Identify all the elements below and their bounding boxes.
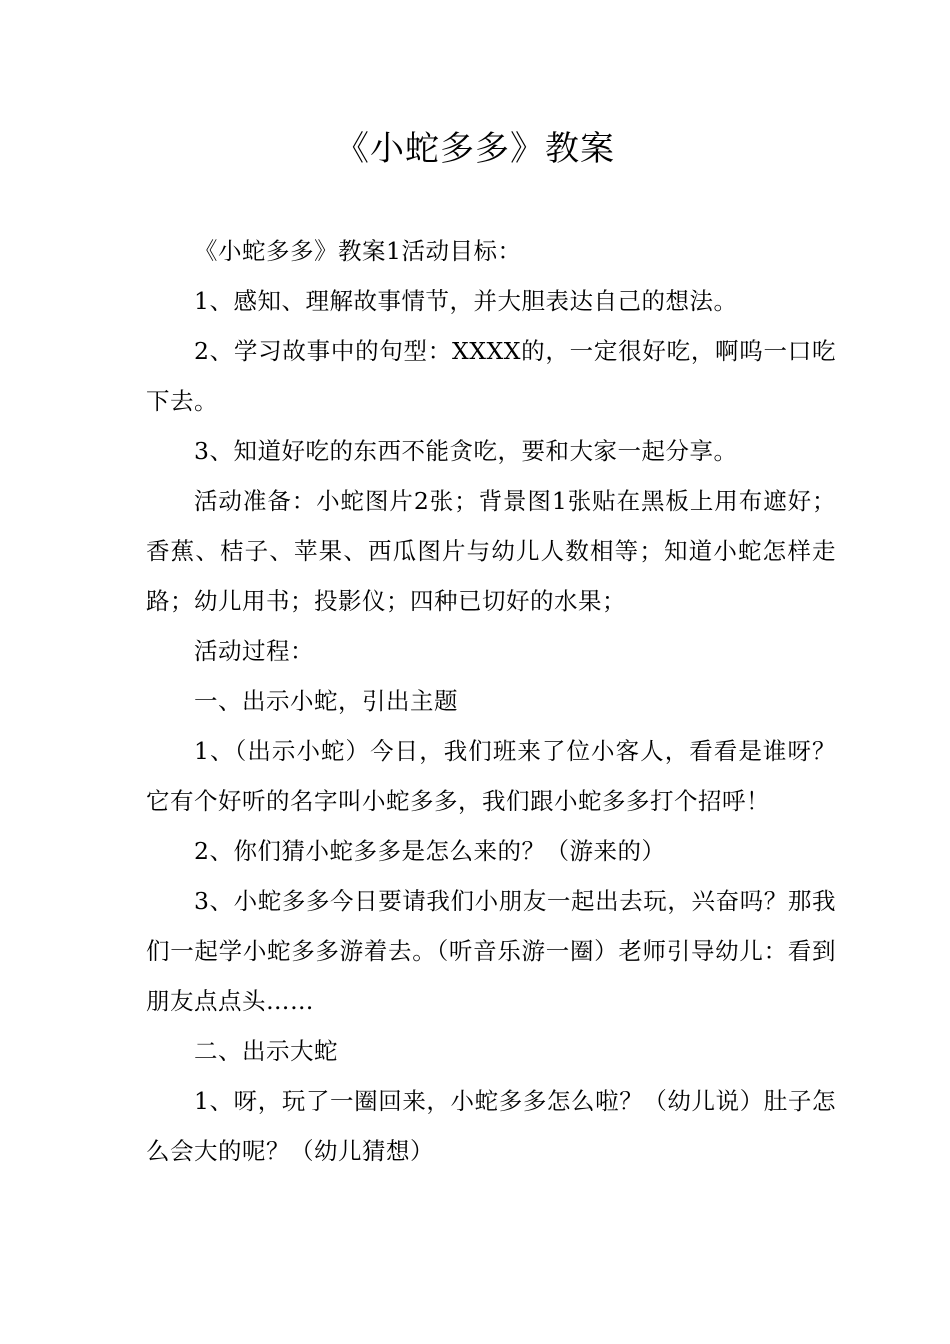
paragraph-step-1-3: 3、小蛇多多今日要请我们小朋友一起出去玩，兴奋吗？那我们一起学小蛇多多游着去。（听音乐游一圈）老师引导幼儿：看到朋友点点头…… — [146, 887, 836, 1015]
paragraph-step-1-2: 2、你们猜小蛇多多是怎么来的？（游来的） — [194, 837, 666, 865]
paragraph-goal-3: 3、知道好吃的东西不能贪吃，要和大家一起分享。 — [194, 437, 738, 465]
paragraph-goal-2: 2、学习故事中的句型：XXXX的，一定很好吃，啊呜一口吃下去。 — [146, 337, 836, 415]
paragraph-section-1-heading: 一、出示小蛇，引出主题 — [194, 687, 458, 715]
paragraph-goal-1: 1、感知、理解故事情节，并大胆表达自己的想法。 — [194, 287, 738, 315]
paragraph-section-2-heading: 二、出示大蛇 — [194, 1037, 338, 1065]
paragraph-intro-goals: 《小蛇多多》教案1活动目标： — [194, 237, 522, 265]
document-body — [146, 226, 836, 1176]
paragraph-process-heading: 活动过程： — [194, 637, 314, 665]
paragraph-step-1-1: 1、（出示小蛇）今日，我们班来了位小客人，看看是谁呀？它有个好听的名字叫小蛇多多，我们跟小蛇多多打个招呼！ — [146, 737, 836, 815]
document-title: 《小蛇多多》教案 — [335, 129, 615, 169]
paragraph-step-2-1: 1、呀，玩了一圈回来，小蛇多多怎么啦？（幼儿说）肚子怎么会大的呢？（幼儿猜想） — [146, 1087, 836, 1165]
paragraph-preparation: 活动准备：小蛇图片2张；背景图1张贴在黑板上用布遮好；香蕉、桔子、苹果、西瓜图片与幼儿人数相等；知道小蛇怎样走路；幼儿用书；投影仪；四种已切好的水果； — [146, 487, 836, 615]
